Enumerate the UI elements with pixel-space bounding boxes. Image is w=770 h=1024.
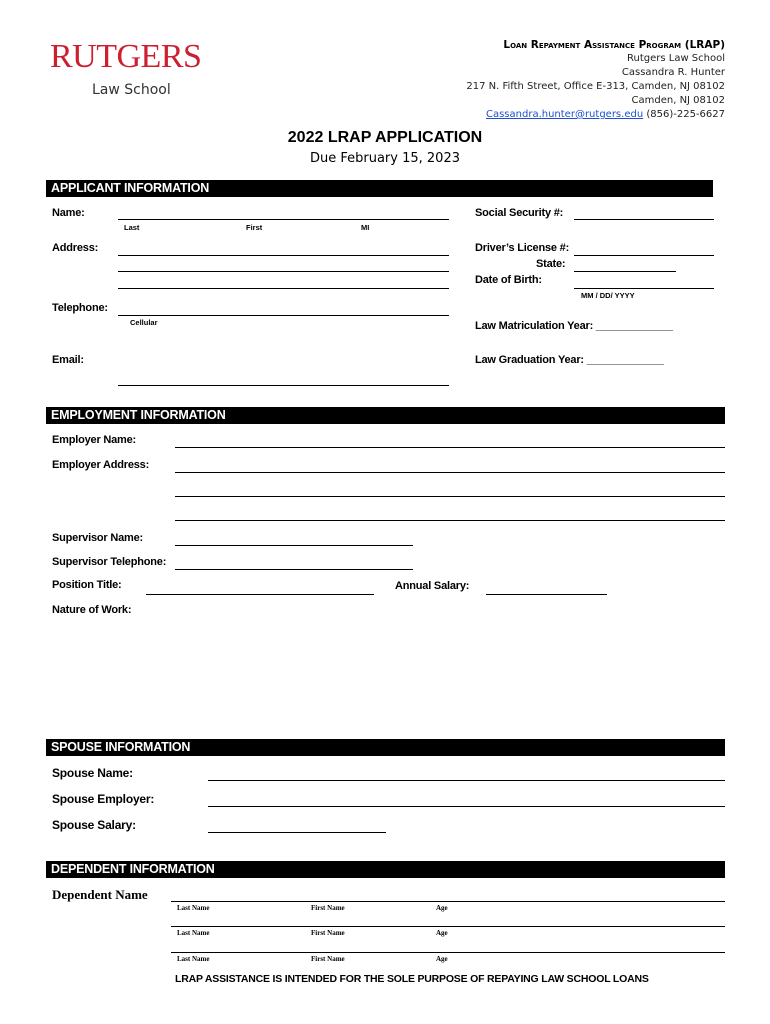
position-title-field[interactable] (146, 594, 374, 595)
state-label: State: (536, 258, 566, 270)
employer-name-label: Employer Name: (52, 434, 137, 446)
dependent-row-3-first: First Name (311, 955, 345, 963)
supervisor-telephone-field[interactable] (175, 569, 413, 570)
dependent-row-2-field[interactable] (171, 926, 725, 927)
dependent-row-1-first: First Name (311, 904, 345, 912)
spouse-salary-label: Spouse Salary: (52, 818, 136, 832)
dependent-name-label: Dependent Name (52, 887, 148, 902)
employer-address-field-1[interactable] (175, 472, 725, 473)
page-title: 2022 LRAP APPLICATION (287, 129, 483, 146)
contact-block (466, 38, 725, 122)
address-field-3[interactable] (118, 288, 449, 289)
name-label: Name: (52, 207, 85, 219)
employment-heading: EMPLOYMENT INFORMATION (46, 407, 725, 424)
matriculation-year-label: Law Matriculation Year: _____________ (475, 320, 673, 332)
employer-address-field-3[interactable] (175, 520, 725, 521)
address-line-1: 217 N. Fifth Street, Office E-313, Camden, NJ 08102 (466, 81, 725, 92)
address-field-1[interactable] (118, 255, 449, 256)
name-field[interactable] (118, 219, 449, 220)
dob-label: Date of Birth: (475, 274, 542, 286)
dependent-row-2-age: Age (436, 929, 448, 937)
state-field[interactable] (574, 271, 676, 272)
dependent-row-3-last: Last Name (177, 955, 210, 963)
dependent-row-1-age: Age (436, 904, 448, 912)
last-caption: Last (124, 223, 140, 232)
supervisor-name-label: Supervisor Name: (52, 532, 143, 544)
cellular-caption: Cellular (130, 318, 158, 327)
rutgers-logo: RUTGERS (50, 38, 202, 75)
footer-notice: LRAP ASSISTANCE IS INTENDED FOR THE SOLE PURPOSE OF REPAYING LAW SCHOOL LOANS (175, 973, 649, 985)
spouse-name-field[interactable] (208, 780, 725, 781)
spouse-name-label: Spouse Name: (52, 766, 133, 780)
employer-address-label: Employer Address: (52, 459, 150, 471)
contact-name: Cassandra R. Hunter (621, 67, 725, 78)
dependent-row-1-last: Last Name (177, 904, 210, 912)
nature-of-work-label: Nature of Work: (52, 604, 132, 616)
telephone-label: Telephone: (52, 302, 108, 314)
address-field-2[interactable] (118, 271, 449, 272)
due-date: Due February 15, 2023 (309, 151, 460, 166)
ssn-label: Social Security #: (475, 207, 564, 219)
applicant-heading: APPLICANT INFORMATION (46, 180, 713, 197)
dependent-heading: DEPENDENT INFORMATION (46, 861, 725, 878)
employer-name-field[interactable] (175, 447, 725, 448)
position-title-label: Position Title: (52, 579, 122, 591)
address-label: Address: (52, 242, 99, 254)
email-field[interactable] (118, 385, 449, 386)
address-line-2: Camden, NJ 08102 (631, 95, 725, 106)
logo-subtitle: Law School (92, 82, 171, 98)
dependent-row-2-first: First Name (311, 929, 345, 937)
contact-phone: (856)-225-6627 (646, 109, 725, 120)
dependent-row-3-age: Age (436, 955, 448, 963)
annual-salary-label: Annual Salary: (395, 580, 470, 592)
contact-email-link[interactable]: Cassandra.hunter@rutgers.edu (485, 109, 644, 120)
org-name: Rutgers Law School (626, 53, 725, 64)
program-title: Loan Repayment Assistance Program (LRAP) (503, 39, 725, 51)
dependent-row-3-field[interactable] (171, 952, 725, 953)
graduation-year-label: Law Graduation Year: _____________ (475, 354, 664, 366)
supervisor-telephone-label: Supervisor Telephone: (52, 556, 167, 568)
ssn-field[interactable] (574, 219, 714, 220)
supervisor-name-field[interactable] (175, 545, 413, 546)
dependent-row-1-field[interactable] (171, 901, 725, 902)
annual-salary-field[interactable] (486, 594, 607, 595)
email-label: Email: (52, 354, 84, 366)
drivers-license-field[interactable] (574, 255, 714, 256)
telephone-field[interactable] (118, 315, 449, 316)
spouse-heading: SPOUSE INFORMATION (46, 739, 725, 756)
spouse-salary-field[interactable] (208, 832, 386, 833)
dependent-row-2-last: Last Name (177, 929, 210, 937)
employer-address-field-2[interactable] (175, 496, 725, 497)
drivers-license-label: Driver’s License #: (475, 242, 570, 254)
first-caption: First (246, 223, 263, 232)
dob-field[interactable] (574, 288, 714, 289)
mi-caption: MI (361, 223, 370, 232)
dob-format-caption: MM / DD/ YYYY (581, 291, 635, 300)
spouse-employer-field[interactable] (208, 806, 725, 807)
spouse-employer-label: Spouse Employer: (52, 792, 155, 806)
